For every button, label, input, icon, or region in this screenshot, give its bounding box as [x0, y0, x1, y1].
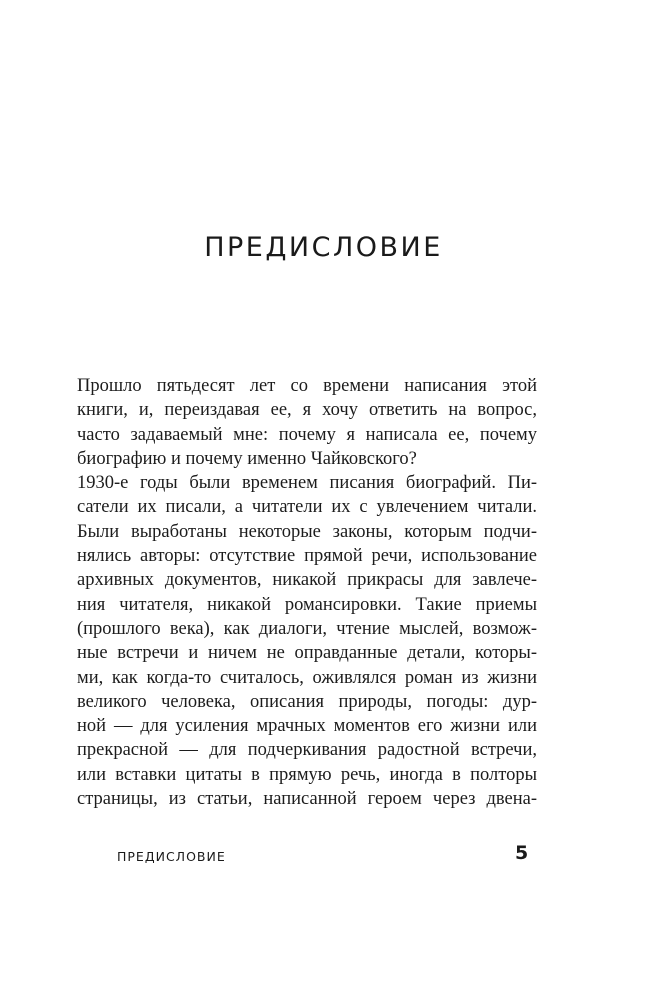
text-line: ния читателя, никакой романсировки. Такие приемы [77, 594, 537, 615]
text-line: ные встречи и ничем не оправданные детали, которы- [77, 643, 537, 664]
text-line: Прошло пятьдесят лет со времени написания этой [77, 376, 537, 396]
text-line: архивных документов, никакой прикрасы для завлече- [77, 570, 537, 591]
text-line: ной — для усиления мрачных моментов его жизни или [77, 716, 537, 737]
text-line: (прошлого века), как диалоги, чтение мыслей, возмож- [77, 618, 537, 639]
page-number: 5 [515, 842, 529, 864]
text-line: или вставки цитаты в прямую речь, иногда в полторы [77, 764, 537, 785]
text-line: ми, как когда-то считалось, оживлялся роман из жизни [77, 667, 537, 688]
text-line: великого человека, описания природы, погоды: дур- [77, 691, 537, 712]
text-line: книги, и, переиздавая ее, я хочу ответить на вопрос, [77, 400, 537, 421]
body-text [77, 374, 537, 811]
text-line: биографию и почему именно Чайковского? [77, 448, 417, 469]
text-line: 1930-е годы были временем писания биографий. Пи- [77, 473, 537, 494]
text-line: прекрасной — для подчеркивания радостной встречи, [77, 740, 537, 761]
text-line: страницы, из статьи, написанной героем через двена- [77, 789, 537, 810]
text-line: Были выработаны некоторые законы, которым подчи- [77, 521, 537, 542]
text-line: сатели их писали, а читатели их с увлечением читали. [77, 497, 537, 518]
text-line: часто задаваемый мне: почему я написала ее, почему [77, 424, 537, 445]
chapter-title: ПРЕДИСЛОВИЕ [204, 232, 443, 263]
text-line: нялись авторы: отсутствие прямой речи, использование [77, 546, 537, 567]
running-footer-title: ПРЕДИСЛОВИЕ [117, 849, 226, 864]
